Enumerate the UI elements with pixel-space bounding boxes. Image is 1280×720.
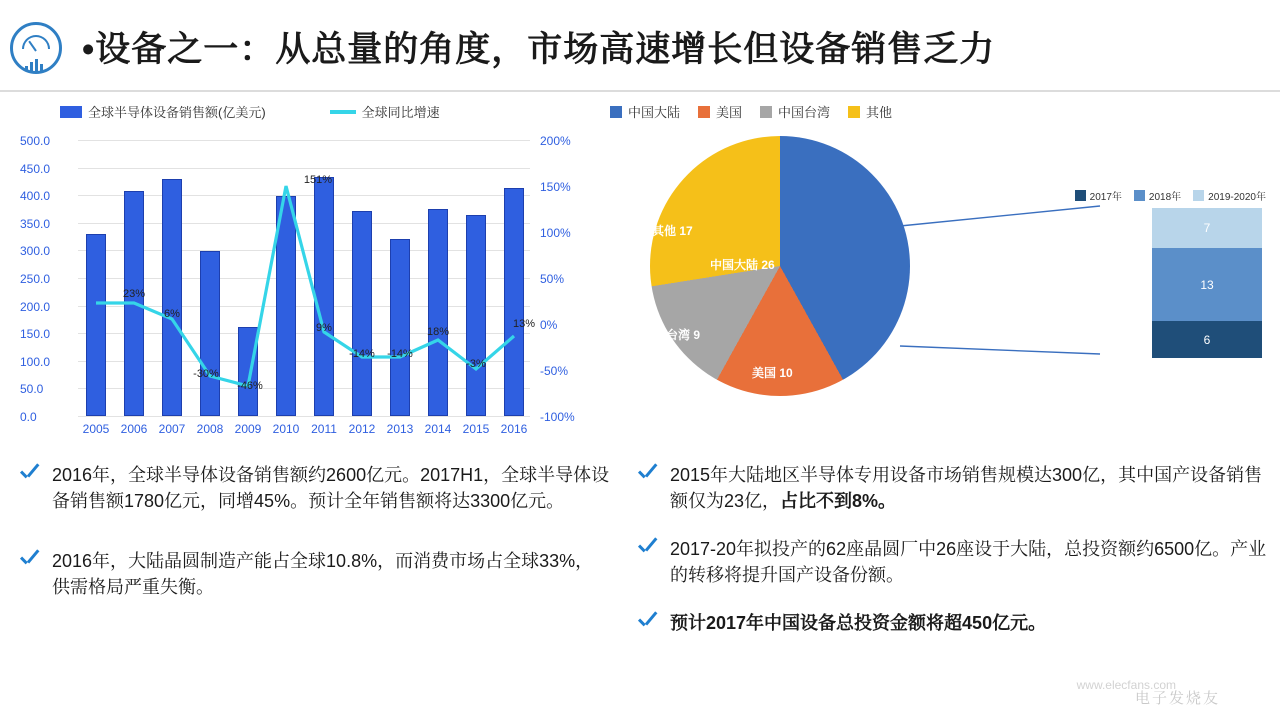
y-axis-right-tick: -100% [540,410,575,424]
stack-segment-2017: 6 [1152,321,1262,358]
growth-label-2015: -3% [466,358,486,370]
pie-slice-label-taiwan: 中国台湾 9 [642,328,701,342]
left-chart-legend [60,102,440,121]
watermark-url: www.elecfans.com [1076,678,1176,692]
legend-label: 2018年 [1148,192,1182,203]
growth-label-2009: -46% [237,380,263,392]
bullet-text: 2016年，大陆晶圆制造产能占全球10.8%，而消费市场占全球33%，供需格局严重失衡。 [52,551,594,598]
pie-slice-label-usa: 美国 10 [752,366,793,380]
growth-label-2006: 23% [122,288,146,300]
left-chart-panel [0,96,600,456]
y-axis-right-tick: 0% [540,318,558,332]
x-axis-tick: 2006 [120,422,148,436]
stack-legend-item-2019-2020 [1193,188,1266,203]
check-icon [18,550,40,572]
growth-label-2010: 151% [303,174,333,186]
y-axis-left-tick: 400.0 [20,189,51,204]
y-axis-left-tick: 250.0 [20,272,51,286]
combo-chart [0,130,600,450]
legend-label: 中国大陆 [628,105,681,120]
bullet-text: 预计2017年中国设备总投资金额将超450亿元。 [670,613,1047,634]
list-item [10,548,610,600]
x-axis-tick: 2014 [424,422,452,436]
legend-item-bar [60,102,266,121]
stack-legend-item-2018 [1134,188,1181,203]
x-axis-tick: 2009 [234,422,262,436]
check-icon [636,612,658,634]
bullet-column-right [628,462,1268,652]
list-item [10,462,610,514]
x-axis-tick: 2015 [462,422,490,436]
legend-swatch-icon [1075,190,1086,201]
bullet-text: 2015年大陆地区半导体专用设备市场销售规模达300亿，其中国产设备销售额仅为23亿， [670,465,1263,512]
y-axis-right-tick: 50% [540,272,565,286]
x-axis-tick: 2016 [500,422,528,436]
y-axis-left-tick: 100.0 [20,354,51,369]
watermark-brand: 电子发烧友 [1134,690,1220,707]
legend-label: 2017年 [1089,192,1122,203]
y-axis-right-tick: 200% [540,134,571,148]
bullet-text: 2016年，全球半导体设备销售额约2600亿元。2017H1，全球半导体设备销售额1780亿元，同增45%。预计全年销售额将达3300亿元。 [52,465,610,512]
x-axis-tick: 2010 [272,422,300,436]
list-item [628,462,1268,514]
y-axis-right-tick: 100% [540,226,571,240]
check-icon [636,538,658,560]
y-axis-left-tick: 0.0 [20,410,37,424]
y-axis-left-tick: 350.0 [20,216,51,231]
check-icon [636,464,658,486]
y-axis-left-tick: 300.0 [20,244,51,259]
stack-segment-2019-2020: 7 [1152,208,1262,248]
x-axis-tick: 2012 [348,422,376,436]
y-axis-left-tick: 150.0 [20,327,51,342]
y-axis-left-tick: 450.0 [20,161,51,176]
bullet-column-left [10,462,610,616]
growth-label-2008: -30% [193,368,219,380]
legend-label: 全球半导体设备销售额(亿美元) [88,105,266,120]
legend-label: 全球同比增速 [361,105,440,120]
y-axis-right-tick: -50% [540,364,569,378]
x-axis-tick: 2008 [196,422,224,436]
stacked-bar-chart [1152,208,1262,358]
right-chart-panel [600,96,1280,456]
list-item [628,536,1268,588]
check-icon [18,464,40,486]
legend-item-line [330,102,440,121]
x-axis-tick: 2005 [82,422,110,436]
legend-swatch-icon [1134,190,1145,201]
x-axis-tick: 2013 [386,422,414,436]
x-axis-tick: 2011 [311,422,337,436]
growth-label-2007: 6% [164,308,180,320]
growth-label-2014: 18% [426,326,450,338]
list-item [628,610,1268,636]
slide-header [0,0,1280,92]
y-axis-left-tick: 500.0 [20,134,51,148]
y-axis-left-tick: 50.0 [20,382,44,397]
y-axis-right-tick: 150% [540,180,571,194]
page-title: •设备之一：从总量的角度，市场高速增长但设备销售乏力 [82,30,996,69]
legend-label: 中国台湾 [778,105,831,120]
x-axis-tick: 2007 [158,422,186,436]
y-axis-left-tick: 200.0 [20,299,51,314]
pie-slice-label-mainland: 中国大陆 26 [710,258,775,272]
stack-segment-2018: 13 [1152,248,1262,321]
gauge-icon [10,22,62,74]
stack-legend-item-2017 [1075,188,1122,203]
legend-label: 其他 [866,105,893,120]
growth-label-2016: 13% [512,318,536,330]
growth-label-2011: 9% [316,322,332,334]
legend-label: 2019-2020年 [1208,192,1266,203]
legend-swatch-icon [1193,190,1204,201]
legend-swatch-icon [330,110,356,114]
growth-label-2012: -14% [349,348,375,360]
header-divider [0,90,1280,92]
growth-label-2013: -14% [387,348,413,360]
bullet-text: 2017-20年拟投产的62座晶圆厂中26座设于大陆，总投资额约6500亿。产业的转移将提升国产设备份额。 [670,539,1267,586]
bullet-emphasis: 占比不到8%。 [780,491,897,512]
legend-label: 美国 [716,105,743,120]
pie-slice-label-other: 其他 17 [652,224,693,238]
stack-legend [1075,188,1266,203]
legend-swatch-icon [60,106,82,118]
